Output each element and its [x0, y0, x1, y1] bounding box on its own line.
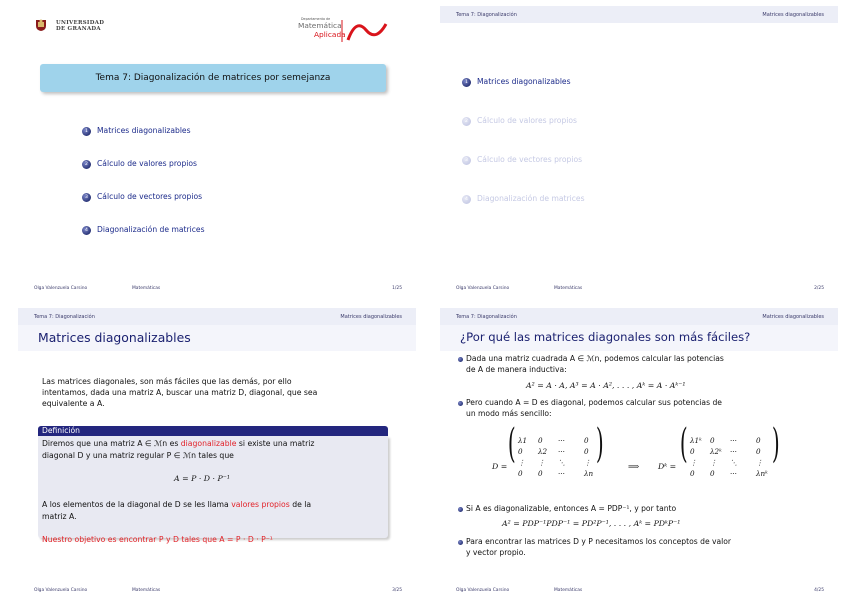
toc-label: Matrices diagonalizables: [97, 126, 191, 135]
slide-3: [18, 308, 416, 598]
university-crest-icon: [34, 18, 48, 32]
def-text: A los elementos de la diagonal de D se les llama: [42, 500, 232, 509]
matrix-cell: ⋮: [690, 458, 698, 467]
bullet-icon: [458, 540, 463, 545]
frame-title: ¿Por qué las matrices diagonales son más fáciles?: [460, 330, 751, 344]
matrix-cell: 0: [690, 447, 695, 456]
bullet-text: y vector propio.: [466, 547, 526, 557]
matrix-cell: 0: [584, 447, 589, 456]
toc-number-icon: 1: [82, 127, 91, 136]
slide-footer: [440, 280, 838, 296]
slide-header: [440, 6, 838, 23]
def-text: si existe una matriz: [236, 439, 315, 448]
matrix-cell: 0: [538, 469, 543, 478]
matrix-cell: λn: [584, 469, 594, 478]
slide-footer: [18, 280, 416, 296]
intro-line-3: equivalente a A.: [42, 399, 105, 408]
bullet-3: [466, 504, 676, 515]
matrix-cell: 0: [710, 436, 715, 445]
bullet-icon: [458, 507, 463, 512]
toc-item-3[interactable]: [82, 192, 202, 202]
university-line-2: DE GRANADA: [56, 26, 101, 32]
definition-equation: A = P · D · P⁻¹: [174, 474, 230, 483]
page-number: 2/25: [814, 286, 824, 291]
bullet-text: Si A es diagonalizable, entonces A = PDP⁻¹, y por tanto: [466, 504, 677, 513]
header-subsection: Matrices diagonalizables: [762, 314, 824, 320]
department-logo-icon: [340, 18, 392, 44]
presentation-title-text: Tema 7: Diagonalización de matrices por semejanza: [95, 73, 331, 83]
page-number: 3/25: [392, 588, 402, 593]
toc-number-icon: 2: [462, 117, 471, 126]
header-subsection: Matrices diagonalizables: [762, 12, 824, 18]
matrix-cell: λnᵏ: [756, 469, 768, 478]
toc-label: Cálculo de vectores propios: [97, 192, 203, 201]
bullet-icon: [458, 401, 463, 406]
page-number: 4/25: [814, 588, 824, 593]
department-name-2: Aplicada: [314, 30, 346, 39]
bullet-text: un modo más sencillo:: [466, 408, 552, 418]
footer-author: Olga Valenzuela Carsino: [456, 588, 510, 593]
toc-number-icon: 2: [82, 160, 91, 169]
header-subsection: Matrices diagonalizables: [340, 314, 402, 320]
def-line-2: diagonal D y una matriz regular P ∈ ℳn tales que: [42, 451, 234, 460]
matrix-cell: ⋮: [538, 458, 546, 467]
footer-subject: Matemáticas: [132, 286, 161, 291]
matrix-cell: ···: [558, 436, 565, 445]
header-section: Tema 7: Diagonalización: [456, 314, 517, 320]
footer-subject: Matemáticas: [554, 588, 583, 593]
university-name: [56, 20, 104, 32]
bullet-text: Pero cuando A = D es diagonal, podemos calcular sus potencias de: [466, 398, 722, 407]
matrix-cell: λ1ᵏ: [690, 436, 702, 445]
page-number: 1/25: [392, 286, 402, 291]
toc-item-1[interactable]: [462, 77, 571, 87]
matrix-dk-label: Dᵏ =: [658, 462, 677, 471]
matrix-cell: λ1: [518, 436, 528, 445]
university-line-1: UNIVERSIDAD: [56, 20, 105, 26]
matrix-cell: ···: [730, 436, 737, 445]
toc-label: Diagonalización de matrices: [97, 225, 205, 234]
matrix-d-label: D =: [492, 462, 508, 471]
slide-header: [440, 308, 838, 325]
matrix-cell: 0: [756, 447, 761, 456]
term-diagonalizable: diagonalizable: [180, 439, 237, 448]
def-line-3: [42, 499, 311, 510]
matrix-cell: 0: [584, 436, 589, 445]
department-name-1: Matemática: [298, 21, 342, 30]
toc-label: Diagonalización de matrices: [477, 194, 585, 203]
header-section: Tema 7: Diagonalización: [34, 314, 95, 320]
matrix-cell: ···: [558, 447, 565, 456]
footer-author: Olga Valenzuela Carsino: [34, 286, 88, 291]
slide-header: [18, 308, 416, 325]
toc-item-1[interactable]: [82, 126, 191, 136]
slide-footer: [440, 582, 838, 598]
slide-2: [440, 6, 838, 296]
matrix-cell: 0: [756, 436, 761, 445]
footer-subject: Matemáticas: [132, 588, 161, 593]
right-paren: ): [595, 421, 604, 467]
toc-label: Cálculo de vectores propios: [477, 155, 583, 164]
footer-subject: Matemáticas: [554, 286, 583, 291]
bullet-2: [466, 398, 722, 419]
def-line-1: [42, 438, 314, 449]
toc-label: Cálculo de valores propios: [477, 116, 577, 125]
matrix-cell: 0: [538, 436, 543, 445]
matrix-cell: ⋮: [518, 458, 526, 467]
powers-equation: A² = A · A, A³ = A · A², . . . , Aᵏ = A · Aᵏ⁻¹: [526, 381, 686, 390]
def-text: de la: [289, 500, 312, 509]
matrix-cell: ···: [730, 447, 737, 456]
toc-number-icon: 4: [462, 195, 471, 204]
matrix-cell: 0: [518, 469, 523, 478]
matrix-cell: λ2: [538, 447, 548, 456]
footer-author: Olga Valenzuela Carsino: [34, 588, 88, 593]
matrix-cell: ···: [730, 469, 737, 478]
matrix-cell: λ2ᵏ: [710, 447, 722, 456]
diagonalizable-powers-equation: A² = PDP⁻¹PDP⁻¹ = PD²P⁻¹, . . . , Aᵏ = PDᵏP⁻¹: [502, 519, 681, 528]
matrix-cell: ⋮: [710, 458, 718, 467]
matrix-cell: ···: [558, 469, 565, 478]
slide-footer: [18, 582, 416, 598]
def-line-4: matriz A.: [42, 512, 77, 521]
toc-number-icon: 3: [462, 156, 471, 165]
header-section: Tema 7: Diagonalización: [456, 12, 517, 18]
definition-title: Definición: [38, 426, 388, 436]
toc-item-2[interactable]: [82, 159, 197, 169]
frame-title: Matrices diagonalizables: [38, 330, 191, 345]
bullet-1: [466, 354, 724, 375]
matrix-cell: ⋱: [558, 458, 566, 467]
toc-item-4[interactable]: [462, 194, 585, 204]
toc-label: Cálculo de valores propios: [97, 159, 197, 168]
toc-number-icon: 4: [82, 226, 91, 235]
left-paren: (: [679, 421, 688, 467]
implies-symbol: ⟹: [628, 462, 640, 471]
bullet-text: Dada una matriz cuadrada A ∈ ℳn, podemos calcular las potencias: [466, 354, 724, 363]
slide-4: [440, 308, 838, 598]
left-paren: (: [507, 421, 516, 467]
intro-line-2: intentamos, dada una matriz A, buscar una matriz D, diagonal, que sea: [42, 388, 318, 397]
footer-author: Olga Valenzuela Carsino: [456, 286, 510, 291]
toc-number-icon: 1: [462, 78, 471, 87]
bullet-text: Para encontrar las matrices D y P necesitamos los conceptos de valor: [466, 537, 732, 546]
matrix-cell: ⋱: [730, 458, 738, 467]
department-prefix: Departamento de: [301, 17, 331, 21]
matrix-cell: 0: [710, 469, 715, 478]
toc-item-2[interactable]: [462, 116, 577, 126]
presentation-title: [40, 64, 386, 92]
toc-number-icon: 3: [82, 193, 91, 202]
matrix-cell: ⋮: [756, 458, 764, 467]
toc-item-4[interactable]: [82, 225, 205, 235]
right-paren: ): [771, 421, 780, 467]
toc-item-3[interactable]: [462, 155, 582, 165]
matrix-cell: 0: [518, 447, 523, 456]
bullet-text: de A de manera inductiva:: [466, 364, 567, 374]
def-text: Diremos que una matriz A ∈ ℳn es: [42, 439, 181, 448]
matrix-cell: 0: [690, 469, 695, 478]
matrix-cell: ⋮: [584, 458, 592, 467]
bullet-4: [466, 537, 731, 558]
intro-line-1: Las matrices diagonales, son más fáciles que las demás, por ello: [42, 377, 292, 386]
slide-1: [18, 6, 416, 296]
toc-label: Matrices diagonalizables: [477, 77, 571, 86]
bullet-icon: [458, 357, 463, 362]
goal-statement: Nuestro objetivo es encontrar P y D tales que A = P · D · P⁻¹: [42, 535, 273, 544]
term-valores-propios: valores propios: [231, 500, 290, 509]
